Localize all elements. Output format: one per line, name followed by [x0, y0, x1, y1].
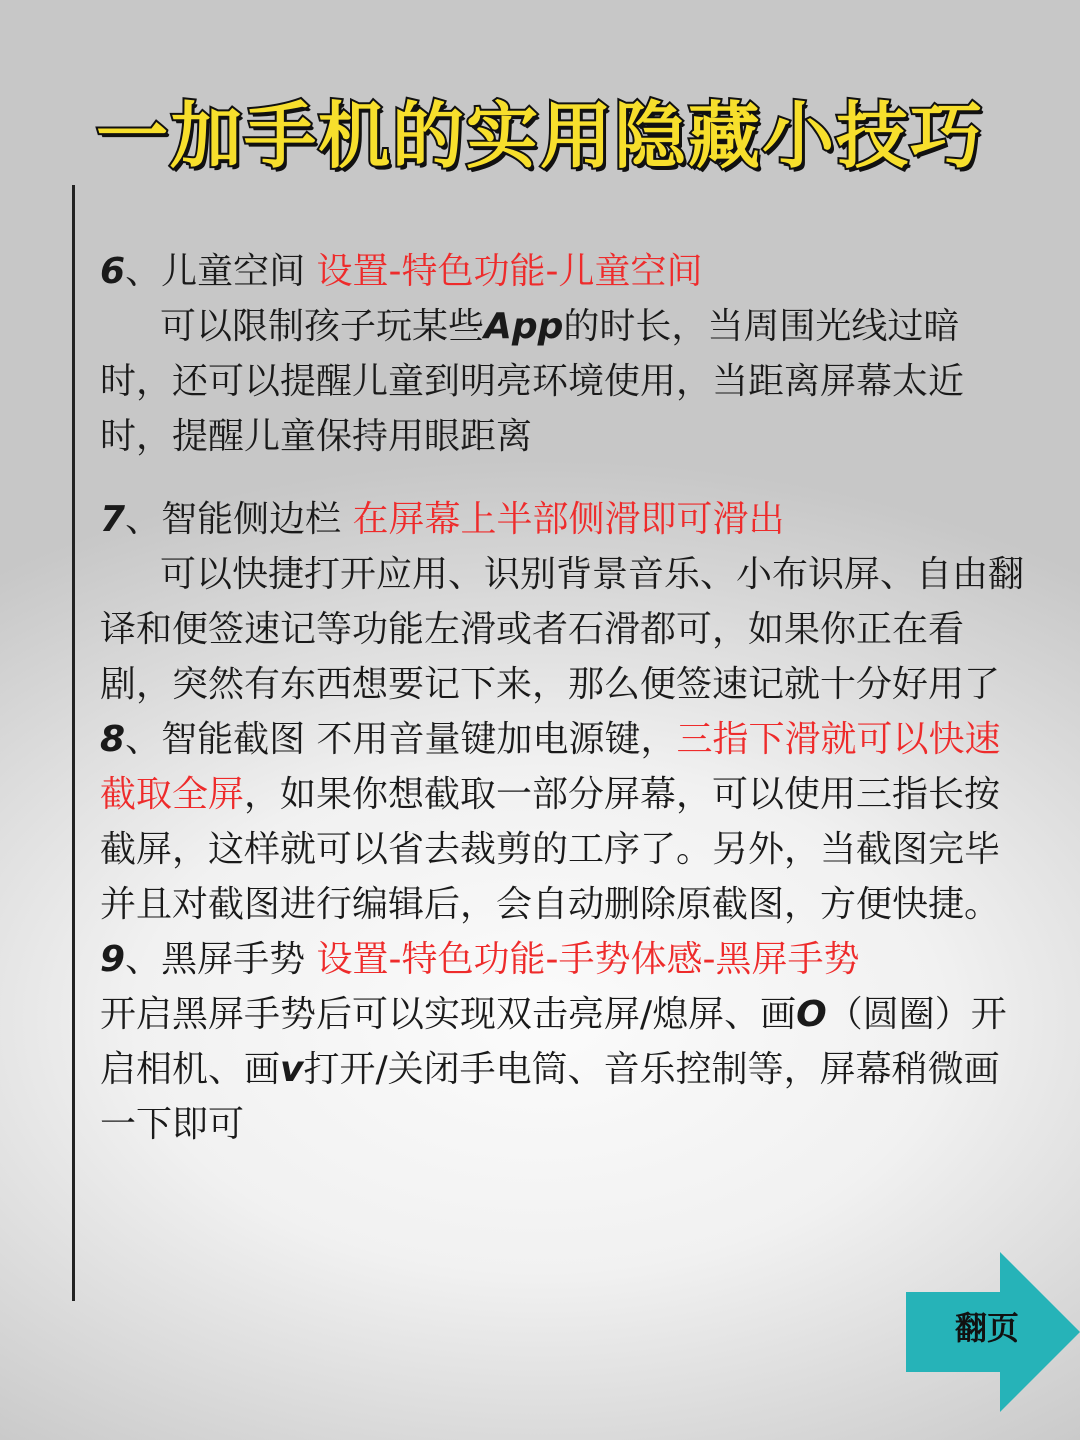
- tip-6-body-app: App: [484, 306, 564, 347]
- tip-9-heading: [100, 932, 1030, 987]
- tip-9: [100, 932, 1030, 1152]
- tip-7-number: 7: [100, 499, 126, 540]
- vertical-divider: [72, 185, 75, 1301]
- tip-9-body-part2: （圆圈）开启相机、画: [100, 994, 1007, 1090]
- tip-7: [100, 492, 1030, 712]
- tip-6-separator: 、: [125, 251, 162, 292]
- tip-6-body-part1: 可以限制孩子玩某些: [160, 306, 485, 347]
- tip-8-number: 8: [100, 719, 126, 760]
- tip-6-body: [100, 299, 1030, 464]
- tip-7-body: 可以快捷打开应用、识别背景音乐、小布识屏、自由翻译和便签速记等功能左滑或者石滑都可，如果你正在看剧，突然有东西想要记下来，那么便签速记就十分好用了: [100, 554, 1025, 705]
- tip-9-name: 黑屏手势: [161, 939, 317, 980]
- tip-6-heading: [100, 244, 1030, 299]
- tip-9-separator: 、: [125, 939, 162, 980]
- tip-7-heading: [100, 492, 1030, 547]
- tip-8-separator: 、: [125, 719, 162, 760]
- tip-8-body: ，如果你想截取一部分屏幕，可以使用三指长按截屏，这样就可以省去裁剪的工序了。另外，当截图完毕并且对截图进行编辑后，会自动删除原截图，方便快捷。: [100, 774, 1001, 925]
- tip-6-body-part2: 的时长，当周围光线过暗时，还可以提醒儿童到明亮环境使用，当距离屏幕太近时，提醒儿童保持用眼距离: [100, 306, 965, 457]
- tip-7-name: 智能侧边栏: [161, 499, 353, 540]
- tip-8-highlight: 三指下滑就可以快速截取全屏: [100, 719, 1001, 815]
- tip-9-path: 设置-特色功能-手势体感-黑屏手势: [316, 939, 860, 980]
- tip-8-text: [100, 712, 1030, 932]
- tip-9-body-part1: 开启黑屏手势后可以实现双击亮屏/熄屏、画: [100, 994, 797, 1035]
- tips-list: [100, 244, 1030, 1152]
- tip-8-name: 智能截图 不用音量键加电源键，: [161, 719, 677, 760]
- tip-6-path: 设置-特色功能-儿童空间: [316, 251, 703, 292]
- next-page-label: 翻页: [954, 1309, 1019, 1347]
- tip-9-body-part3: 打开/关闭手电筒、音乐控制等，屏幕稍微画一下即可: [100, 1049, 1000, 1145]
- tip-9-number: 9: [100, 939, 126, 980]
- tip-9-body-v: v: [280, 1049, 304, 1090]
- next-page-button[interactable]: [906, 1252, 1080, 1412]
- tip-7-path: 在屏幕上半部侧滑即可滑出: [352, 499, 785, 540]
- tip-9-body-o: O: [796, 994, 827, 1035]
- tip-8: [100, 712, 1030, 932]
- page-title: 一加手机的实用隐藏小技巧: [95, 94, 984, 178]
- tip-6-name: 儿童空间: [161, 251, 317, 292]
- tip-6: [100, 244, 1030, 464]
- tip-6-number: 6: [100, 251, 126, 292]
- tip-7-separator: 、: [125, 499, 162, 540]
- tip-9-body: [100, 987, 1030, 1152]
